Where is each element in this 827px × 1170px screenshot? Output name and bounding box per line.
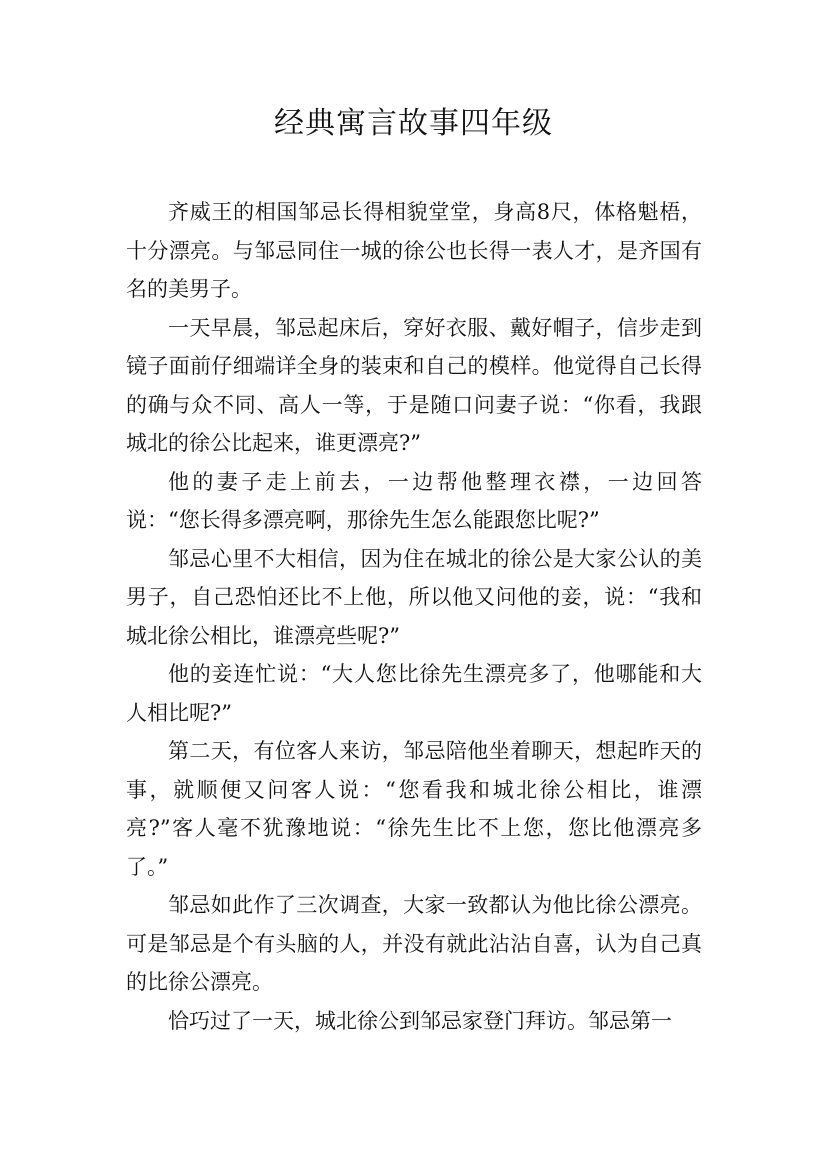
- paragraph: 邹忌心里不大相信，因为住在城北的徐公是大家公认的美男子，自己恐怕还比不上他，所以他又问他的妾，说：“我和城北徐公相比，谁漂亮些呢?”: [126, 546, 702, 648]
- document-title: 经典寓言故事四年级: [274, 106, 553, 141]
- document-body: [126, 193, 702, 1040]
- paragraph: 他的妻子走上前去，一边帮他整理衣襟，一边回答说：“您长得多漂亮啊，那徐先生怎么能跟您比呢?”: [126, 469, 702, 532]
- paragraph: 一天早晨，邹忌起床后，穿好衣服、戴好帽子，信步走到镜子面前仔细端详全身的装束和自己的模样。他觉得自己长得的确与众不同、高人一等，于是随口问妻子说：“你看，我跟城北的徐公比起来，谁更漂亮?”: [126, 315, 702, 455]
- paragraph: 恰巧过了一天，城北徐公到邹忌家登门拜访。邹忌第一: [168, 1008, 672, 1033]
- paragraph: 第二天，有位客人来访，邹忌陪他坐着聊天，想起昨天的事，就顺便又问客人说：“您看我和城北徐公相比，谁漂亮?”客人毫不犹豫地说：“徐先生比不上您，您比他漂亮多了。”: [126, 739, 702, 879]
- paragraph: 他的妾连忙说：“大人您比徐先生漂亮多了，他哪能和大人相比呢?”: [126, 662, 702, 725]
- paragraph: 邹忌如此作了三次调查，大家一致都认为他比徐公漂亮。可是邹忌是个有头脑的人，并没有就此沾沾自喜，认为自己真的比徐公漂亮。: [126, 893, 702, 994]
- paragraph: 齐威王的相国邹忌长得相貌堂堂，身高8尺，体格魁梧，十分漂亮。与邹忌同住一城的徐公也长得一表人才，是齐国有名的美男子。: [126, 200, 702, 301]
